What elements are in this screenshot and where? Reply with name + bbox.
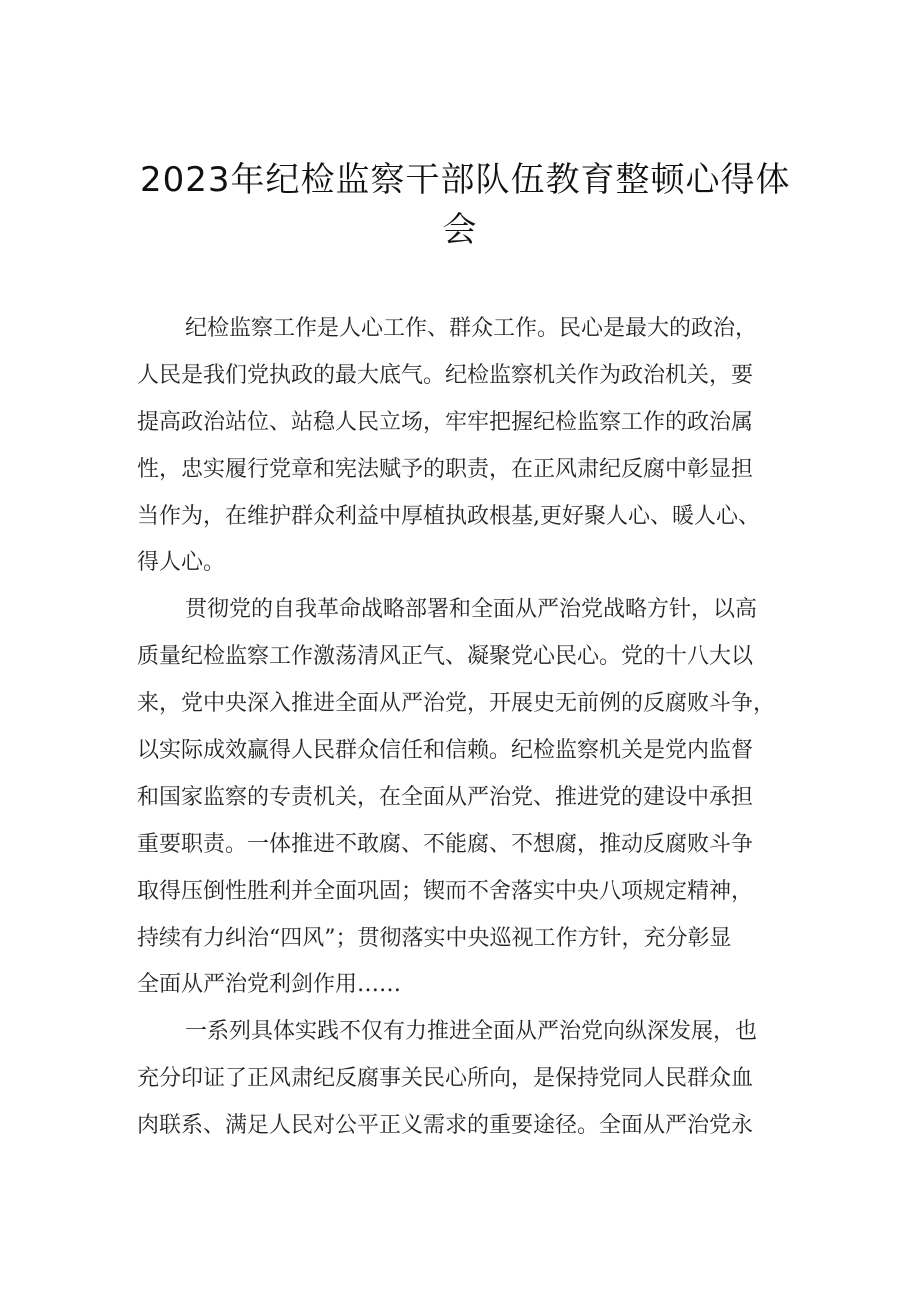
- title-line-2: 会: [442, 210, 478, 250]
- paragraph-1: [137, 306, 797, 587]
- text-line: 来，党中央深入推进全面从严治党，开展史无前例的反腐败斗争，: [137, 691, 776, 717]
- text-line: 质量纪检监察工作激荡清风正气、凝聚党心民心。党的十八大以: [137, 644, 754, 670]
- text-line: 以实际成效赢得人民群众信任和信赖。纪检监察机关是党内监督: [137, 738, 754, 764]
- text-line: 性，忠实履行党章和宪法赋予的职责，在正风肃纪反腐中彰显担: [137, 456, 754, 482]
- text-line: 提高政治站位、站稳人民立场，牢牢把握纪检监察工作的政治属: [137, 409, 754, 435]
- text-line: 得人心。: [137, 550, 226, 576]
- text-line: 一系列具体实践不仅有力推进全面从严治党向纵深发展，也: [185, 1019, 758, 1045]
- paragraph-2: [137, 587, 797, 1009]
- text-line: 纪检监察工作是人心工作、群众工作。民心是最大的政治，: [185, 316, 758, 341]
- text-line: 肉联系、满足人民对公平正义需求的重要途径。全面从严治党永: [137, 1113, 754, 1139]
- document-title: [140, 155, 791, 255]
- text-line: 全面从严治党利剑作用……: [137, 972, 402, 998]
- text-line: 持续有力纠治“四风”；贯彻落实中央巡视工作方针，充分彰显: [137, 925, 732, 951]
- text-line: 充分印证了正风肃纪反腐事关民心所向，是保持党同人民群众血: [137, 1066, 754, 1092]
- title-line-1: 2023年纪检监察干部队伍教育整顿心得体: [140, 160, 791, 200]
- text-line: 人民是我们党执政的最大底气。纪检监察机关作为政治机关，要: [137, 362, 754, 388]
- text-line: 和国家监察的专责机关，在全面从严治党、推进党的建设中承担: [137, 784, 754, 810]
- text-line: 重要职责。一体推进不敢腐、不能腐、不想腐，推动反腐败斗争: [137, 831, 754, 857]
- document-body: [137, 306, 797, 1150]
- text-line: 取得压倒性胜利并全面巩固；锲而不舍落实中央八项规定精神，: [137, 878, 754, 904]
- text-line: 当作为，在维护群众利益中厚植执政根基,更好聚人心、暖人心、: [137, 503, 760, 529]
- text-line: 贯彻党的自我革命战略部署和全面从严治党战略方针，以高: [185, 597, 758, 623]
- paragraph-3: [137, 1009, 797, 1150]
